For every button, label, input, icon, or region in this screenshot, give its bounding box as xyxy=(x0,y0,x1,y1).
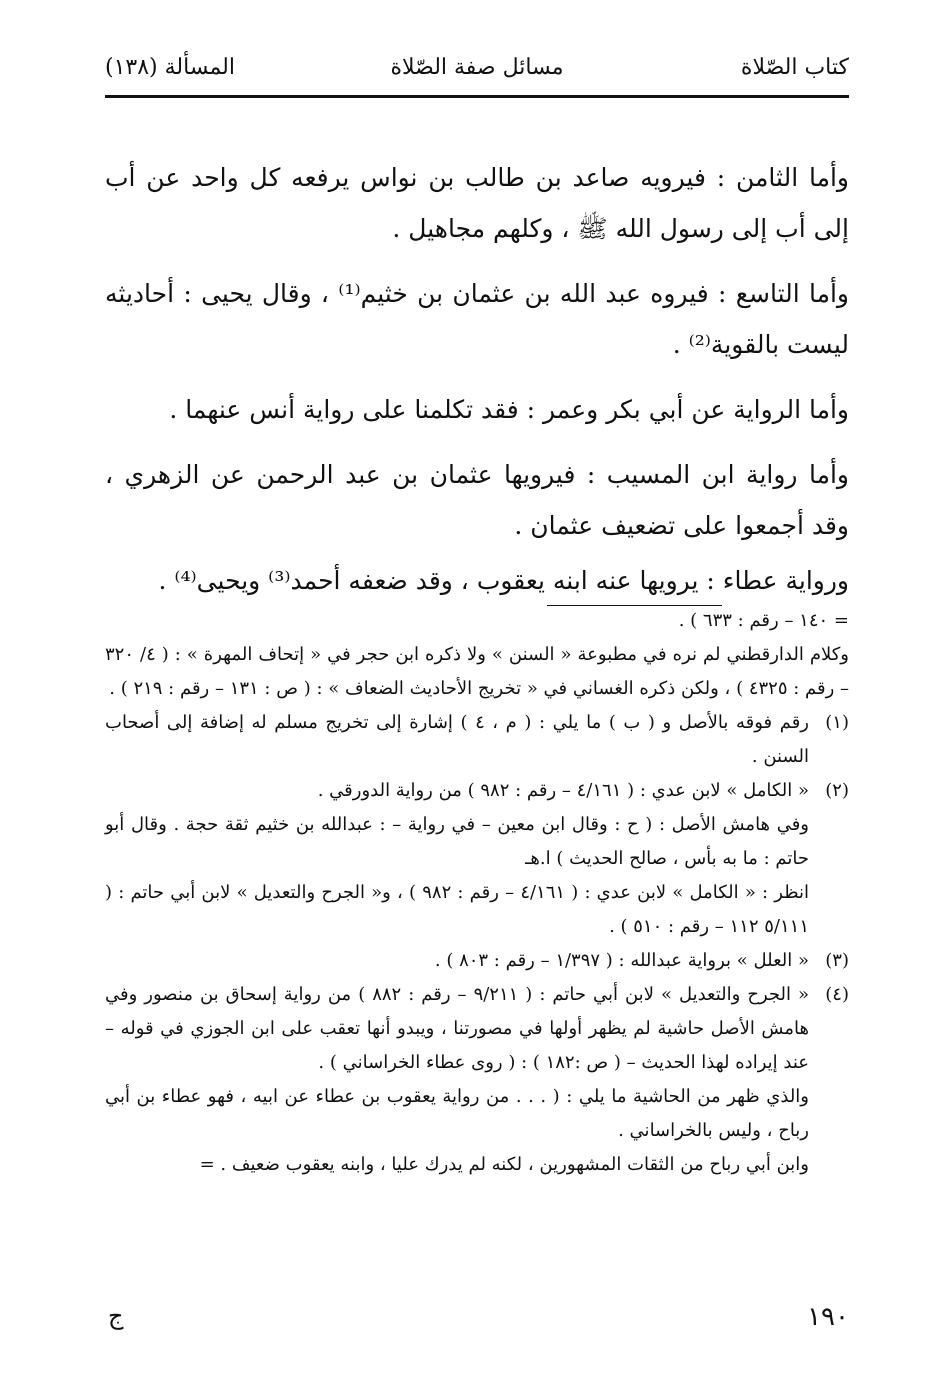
footnote-continuation xyxy=(105,604,849,706)
footnote-number: (٢) xyxy=(825,780,849,801)
paragraph: وأما الرواية عن أبي بكر وعمر : فقد تكلمنا على رواية أنس عنهما . xyxy=(169,395,849,424)
footnote-line: « الكامل » لابن عدي : ( ٤/١٦١ – رقم : ٩٨٢ ) من رواية الدورقي . xyxy=(317,780,809,801)
header-rule xyxy=(105,95,849,98)
main-text xyxy=(105,152,849,620)
header-issue-number: المسألة (١٣٨) xyxy=(105,55,235,80)
paragraph: ورواية عطاء : يرويها عنه ابنه يعقوب ، وقد ضعفه أحمد⁽³⁾ ويحيى⁽⁴⁾ . xyxy=(158,566,849,595)
paragraph: وأما التاسع : فيروه عبد الله بن عثمان بن خثيم⁽¹⁾ ، وقال يحيى : أحاديثه ليست بالقوية⁽²⁾ . xyxy=(105,279,850,359)
footnote-number: (٣) xyxy=(825,950,849,971)
paragraph: وأما الثامن : فيرويه صاعد بن طالب بن نواس يرفعه كل واحد عن أب إلى أب إلى رسول الله ﷺ ، وكلهم مجاهيل . xyxy=(105,163,849,243)
footnote-line: والذي ظهر من الحاشية ما يلي : ( . . . من رواية يعقوب بن عطاء عن ابيه ، فهو عطاء بن أبي رباح ، وليس بالخراساني . xyxy=(105,1086,809,1141)
footnote-4 xyxy=(105,978,849,1182)
footnote-line: « الجرح والتعديل » لابن أبي حاتم : ( ٩/٢١١ – رقم : ٨٨٢ ) من رواية إسحاق بن منصور وفي هامش الأصل حاشية لم يظهر أولها في مصورتنا ، ويبدو أنها تعقب على ابن الجوزي في قوله – عند إيراده لهذا الحديث – ( ص :١٨٢ ) : ( روى عطاء الخراساني ) . xyxy=(105,984,809,1073)
footnote-number: (٤) xyxy=(825,984,849,1005)
header-book-title: كتاب الصّلاة xyxy=(740,55,849,80)
footnotes xyxy=(105,604,849,1182)
footnote-3 xyxy=(105,944,849,978)
footnote-line: وابن أبي رباح من الثقات المشهورين ، لكنه لم يدرك عليا ، وابنه يعقوب ضعيف . = xyxy=(199,1154,809,1175)
signature-mark: ج xyxy=(108,1302,124,1330)
footnote-2 xyxy=(105,774,849,944)
footnote-line: وفي هامش الأصل : ( ح : وقال ابن معين – في رواية – : عبدالله بن خثيم ثقة حجة . وقال أبو حاتم : ما به بأس ، صالح الحديث ) ا.هـ xyxy=(105,814,809,869)
footnote-number: (١) xyxy=(825,712,849,733)
footnote-1 xyxy=(105,706,849,774)
footnote-line: رقم فوقه بالأصل و ( ب ) ما يلي : ( م ، ٤ ) إشارة إلى تخريج مسلم له إضافة إلى أصحاب السنن . xyxy=(105,712,809,767)
footnote-line: = ١٤٠ – رقم : ٦٣٣ ) . xyxy=(678,610,849,631)
footnote-line: انظر : « الكامل » لابن عدي : ( ٤/١٦١ – رقم : ٩٨٢ ) ، و« الجرح والتعديل » لابن أبي حاتم : ( ٥/١١١ ١١٢ – رقم : ٥١٠ ) . xyxy=(105,882,809,937)
header-section-title: مسائل صفة الصّلاة xyxy=(390,55,564,80)
footnote-line: « العلل » برواية عبدالله : ( ١/٣٩٧ – رقم : ٨٠٣ ) . xyxy=(434,950,809,971)
paragraph: وأما رواية ابن المسيب : فيرويها عثمان بن عبد الرحمن عن الزهري ، وقد أجمعوا على تضعيف عثمان . xyxy=(105,460,849,540)
page-number: ١٩٠ xyxy=(807,1302,849,1332)
footnote-line: وكلام الدارقطني لم نره في مطبوعة « السنن » ولا ذكره ابن حجر في « إتحاف المهرة » : ( ٤/ ٣٢٠ – رقم : ٤٣٢٥ ) ، ولكن ذكره الغساني في « تخريج الأحاديث الضعاف » : ( ص : ١٣١ – رقم : ٢١٩ ) . xyxy=(105,644,849,699)
running-header xyxy=(105,55,849,89)
